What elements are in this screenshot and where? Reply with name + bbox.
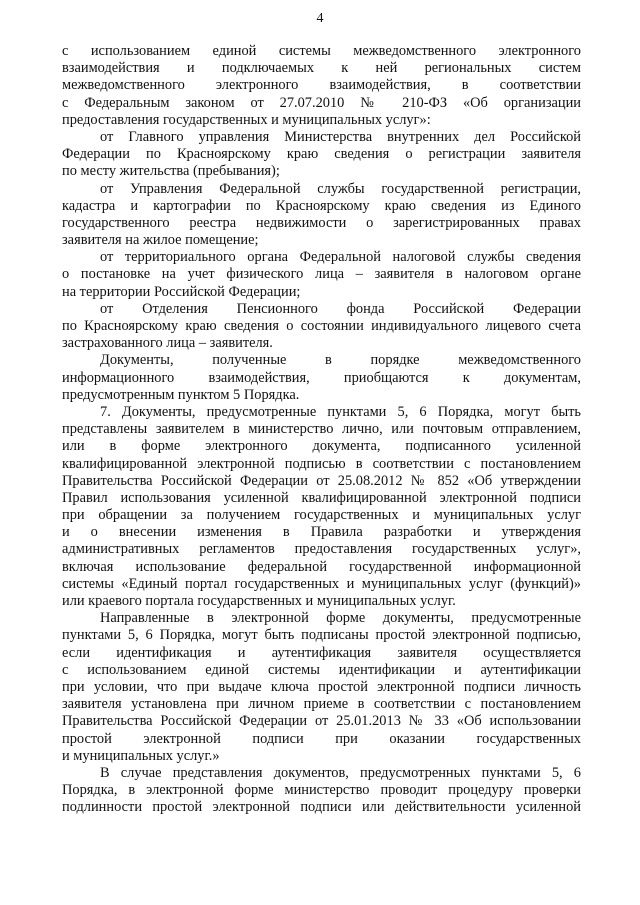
text-line: подлинности простой электронной подписи или действительности усиленной [62,799,581,816]
text-line: 7. Документы, предусмотренные пунктами 5, 6 Порядка, могут быть [100,403,581,420]
text-line: государственного реестра недвижимости о зарегистрированных правах [62,214,581,231]
text-line: при условии, что при выдаче ключа простой электронной подписи личность [62,678,581,695]
text-line: информационного взаимодействия, приобщаются к документам, [62,369,581,386]
text-line: взаимодействия и подключаемых к ней региональных систем [62,60,581,77]
text-line: Федерации по Красноярскому краю сведения о регистрации заявителя [62,146,581,163]
text-line: системы «Единый портал государственных и муниципальных услуг (функций)» [62,575,581,592]
text-line: предоставления государственных и муниципальных услуг»: [62,111,431,128]
text-line: пунктами 5, 6 Порядка, могут быть подписаны простой электронной подписью, [62,627,581,644]
text-line: кадастра и картографии по Красноярскому краю сведения из Единого [62,197,581,214]
text-line: или в форме электронного документа, подписанного усиленной [62,438,581,455]
text-line: с использованием единой системы межведомственного электронного [62,43,581,59]
text-line: Правил использования усиленной квалифицированной электронной подписи [62,489,581,506]
text-line: о постановке на учет физического лица – заявителя в налоговом органе [62,266,581,283]
text-line: от Отделения Пенсионного фонда Российской Федерации [100,300,581,317]
text-line: включая использование федеральной государственной информационной [62,558,581,575]
text-line: административных регламентов предоставления государственных услуг», [62,541,581,558]
text-line: от Главного управления Министерства внутренних дел Российской [100,128,581,145]
text-line: если идентификация и аутентификация заявителя осуществляется [62,644,581,661]
text-line: или краевого портала государственных и муниципальных услуг. [62,593,456,609]
text-line: при обращении за получением государственных и муниципальных услуг [62,507,581,524]
text-line: заявителя на жилое помещение; [62,232,259,249]
text-line: на территории Российской Федерации; [62,283,301,300]
document-body [62,43,581,816]
text-line: простой электронной подписи при оказании государственных [62,730,581,747]
text-line: Правительства Российской Федерации от 25.08.2012 № 852 «Об утверждении [62,472,581,489]
text-line: застрахованного лица – заявителя. [62,335,273,352]
text-line: В случае представления документов, предусмотренных пунктами 5, 6 [100,764,581,781]
text-line: Правительства Российской Федерации от 25.01.2013 № 33 «Об использовании [62,713,581,730]
text-line: с использованием единой системы идентификации и аутентификации [62,661,581,678]
text-line: по Красноярскому краю сведения о состоянии индивидуального лицевого счета [62,318,581,334]
page-number: 4 [316,11,324,26]
text-line: от Управления Федеральной службы государственной регистрации, [100,180,581,197]
text-line: Направленные в электронной форме документы, предусмотренные [100,610,581,627]
text-line: по месту жительства (пребывания); [62,163,280,180]
text-line: представлены заявителем в министерство лично, или почтовым отправлением, [62,421,581,438]
text-line: Порядка, в электронной форме министерство проводит процедуру проверки [62,782,581,799]
text-line: межведомственного электронного взаимодействия, в соответствии [62,77,581,94]
text-line: с Федеральным законом от 27.07.2010 № 210-ФЗ «Об организации [62,94,581,111]
text-line: и муниципальных услуг.» [62,747,220,764]
text-line: Документы, полученные в порядке межведомственного [100,352,581,369]
text-line: заявителя установлена при личном приеме в соответствии с постановлением [62,696,581,713]
text-line: и о внесении изменения в Правила разработки и утверждения [62,524,581,541]
text-line: квалифицированной электронной подписью в соответствии с постановлением [62,455,581,472]
text-line: от территориального органа Федеральной налоговой службы сведения [100,249,581,266]
text-line: предусмотренным пунктом 5 Порядка. [62,386,300,403]
